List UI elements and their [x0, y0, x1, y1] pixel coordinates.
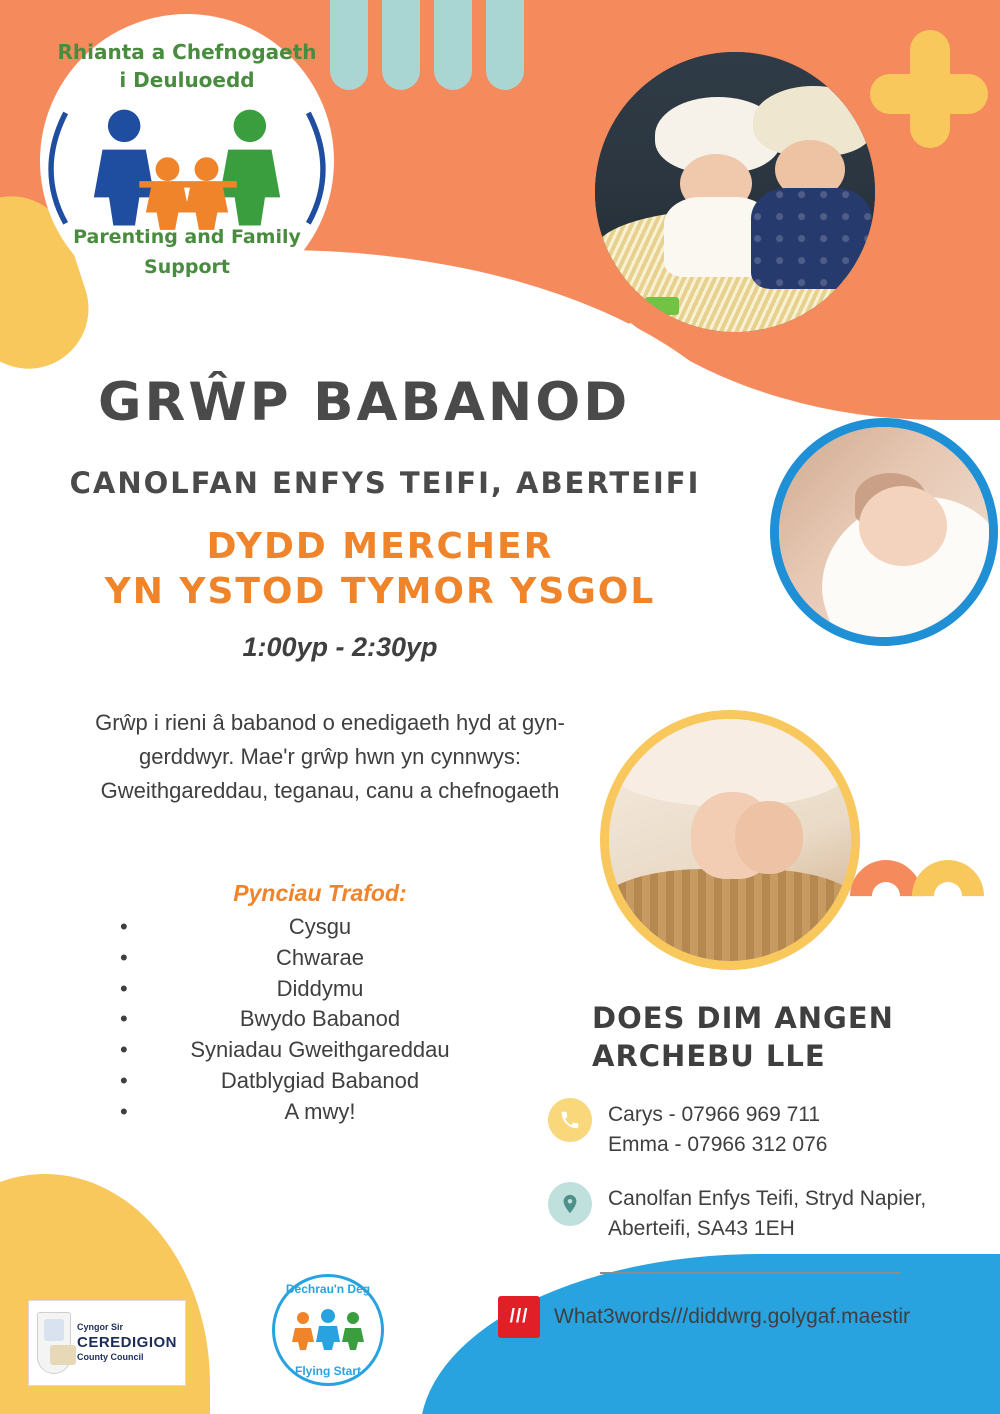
- list-item: • Chwarae: [110, 943, 530, 974]
- logo-line-2: i Deuluoedd: [119, 68, 255, 92]
- photo-sleeping-newborn: [770, 418, 998, 646]
- photo-babies-playing: [585, 42, 885, 342]
- page-title: GRŴP BABANOD: [98, 372, 631, 433]
- description-text: Grŵp i rieni â babanod o enedigaeth hyd at gyn-gerddwyr. Mae'r grŵp hwn yn cynnwys: Gweithgareddau, teganau, canu a chefnogaeth: [95, 710, 565, 804]
- flying-start-logo: [272, 1274, 384, 1386]
- time-info: 1:00yp - 2:30yp: [242, 632, 438, 662]
- what3words-block: [498, 1296, 910, 1338]
- day-line-2: YN YSTOD TYMOR YSGOL: [104, 571, 656, 612]
- flying-start-figures-icon: [272, 1308, 384, 1355]
- council-line-3: County Council: [76, 1352, 144, 1363]
- list-item: • A mwy!: [110, 1097, 530, 1128]
- photo-baby-feet: [600, 710, 860, 970]
- phone-icon: [548, 1098, 592, 1142]
- what3words-icon: ///: [498, 1296, 540, 1338]
- phone-line-2: Emma - 07966 312 076: [608, 1133, 828, 1157]
- address-line-1: Canolfan Enfys Teifi, Stryd Napier,: [608, 1187, 927, 1210]
- council-crest-icon: [37, 1312, 71, 1374]
- list-item: • Cysgu: [110, 912, 530, 943]
- council-line-1: Cyngor Sir: [76, 1322, 123, 1333]
- council-logo-text: [77, 1322, 177, 1363]
- location-pin-icon: [548, 1182, 592, 1226]
- flying-start-bottom-text: Flying Start: [294, 1364, 361, 1378]
- logo-line-3: Parenting and Family: [73, 226, 301, 248]
- address-line-2: Aberteifi, SA43 1EH: [608, 1217, 795, 1241]
- decor-teal-stripes: [330, 0, 524, 90]
- family-figures-icon: [42, 102, 332, 232]
- decor-quote-arcs: [850, 840, 990, 970]
- topics-list: [110, 912, 530, 1128]
- topics-heading: Pynciau Trafod:: [233, 880, 407, 906]
- no-booking-notice: [592, 1000, 992, 1075]
- list-item: • Datblygiad Babanod: [110, 1066, 530, 1097]
- list-item: • Bwydo Babanod: [110, 1004, 530, 1035]
- ceredigion-council-logo: [28, 1300, 186, 1386]
- logo-line-4: Support: [144, 256, 230, 278]
- list-item: • Diddymu: [110, 974, 530, 1005]
- venue-subtitle: CANOLFAN ENFYS TEIFI, ABERTEIFI: [69, 466, 701, 500]
- flying-start-top-text: Dechrau'n Deg: [285, 1282, 371, 1296]
- divider: [600, 1272, 900, 1274]
- no-booking-line-1: DOES DIM ANGEN: [592, 1001, 894, 1035]
- phone-line-1: Carys - 07966 969 711: [608, 1103, 821, 1126]
- logo-line-1: Rhianta a Chefnogaeth: [57, 40, 317, 64]
- phone-numbers: [608, 1098, 827, 1161]
- address-lines: [608, 1182, 926, 1245]
- what3words-text: What3words///diddwrg.golygaf.maestir: [554, 1305, 910, 1328]
- organisation-logo: [42, 16, 332, 306]
- decor-yellow-cross: [870, 30, 990, 150]
- day-info: [40, 524, 720, 614]
- address-contact: [548, 1182, 926, 1245]
- council-line-2: CEREDIGION: [76, 1333, 177, 1351]
- phone-contact: [548, 1098, 827, 1161]
- list-item: • Syniadau Gweithgareddau: [110, 1035, 530, 1066]
- day-line-1: DYDD MERCHER: [206, 526, 554, 567]
- no-booking-line-2: ARCHEBU LLE: [592, 1038, 826, 1073]
